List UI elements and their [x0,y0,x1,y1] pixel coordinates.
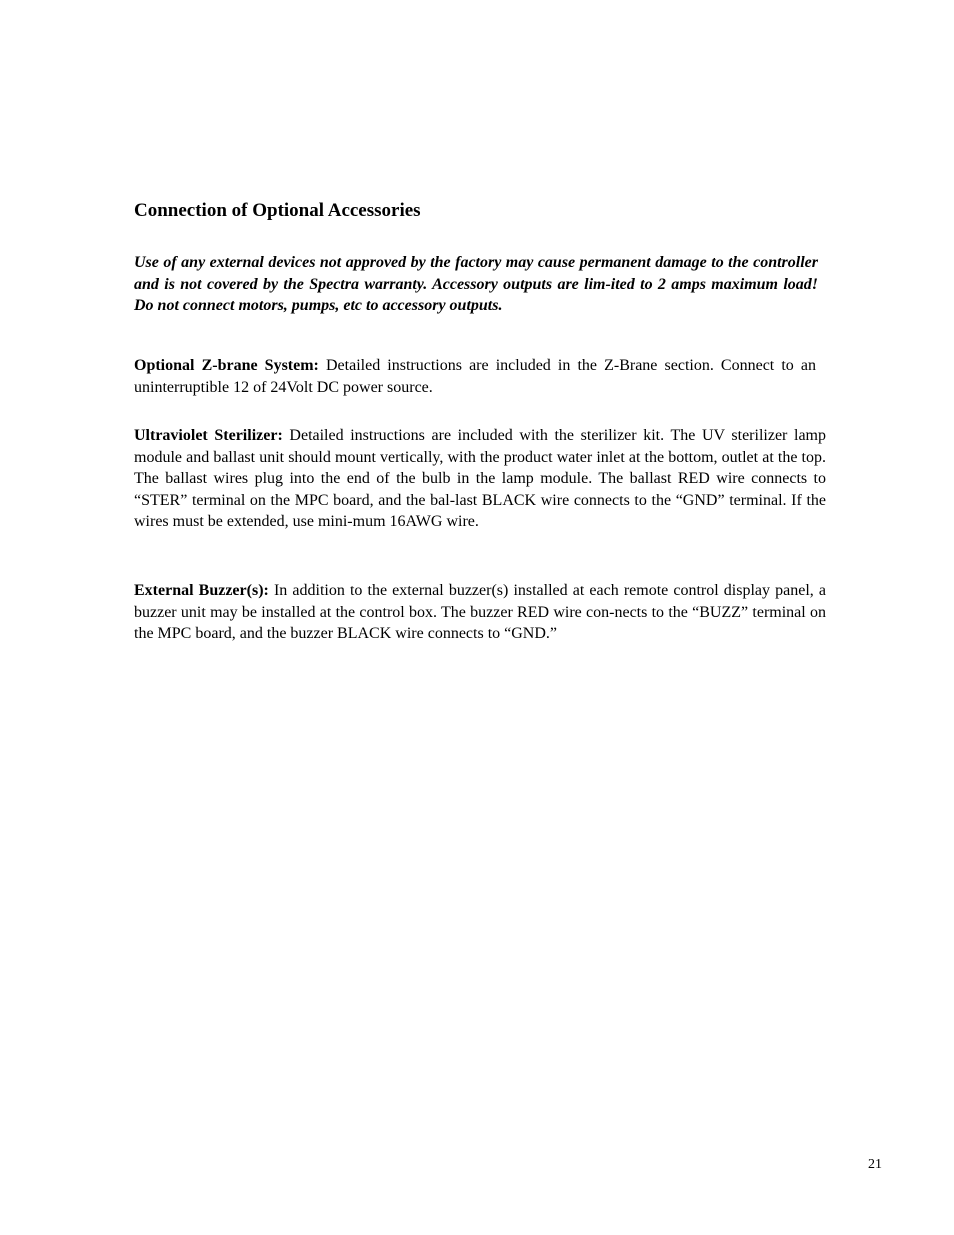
uv-sterilizer-text: Detailed instructions are included with the sterilizer kit. The UV sterilizer lamp module and ballast unit should mount vertically, with the product water inlet at the bottom, outlet at the top. The ballast wires plug into the end of the bulb in the lamp module. The ballast RED wire connects to “STER” terminal on the MPC board, and the bal-last BLACK wire connects to the “GND” terminal. If the wires must be extended, use mini-mum 16AWG wire. [134,427,826,531]
warning-notice: Use of any external devices not approved by the factory may cause permanent damage to the controller and is not covered by the Spectra warranty. Accessory outputs are lim-ited to 2 amps maximum load! Do not connect motors, pumps, etc to accessory outputs. [134,254,818,315]
external-buzzer-paragraph [134,580,826,645]
uv-sterilizer-paragraph [134,425,826,533]
zbrane-text: Detailed instructions are included in the Z-Brane section. Connect to an uninterruptible 12 of 24Volt DC power source. [134,357,817,396]
page-number: 21 [868,1157,882,1172]
zbrane-paragraph [134,355,816,398]
external-buzzer-text: In addition to the external buzzer(s) installed at each remote control display panel, a buzzer unit may be installed at the control box. The buzzer RED wire con-nects to the “BUZZ” terminal on the MPC board, and the buzzer BLACK wire connects to “GND.” [134,582,827,643]
zbrane-label: Optional Z-brane System: [134,357,319,374]
external-buzzer-label: External Buzzer(s): [134,582,269,599]
uv-sterilizer-label: Ultraviolet Sterilizer: [134,427,283,444]
section-heading: Connection of Optional Accessories [134,200,421,221]
